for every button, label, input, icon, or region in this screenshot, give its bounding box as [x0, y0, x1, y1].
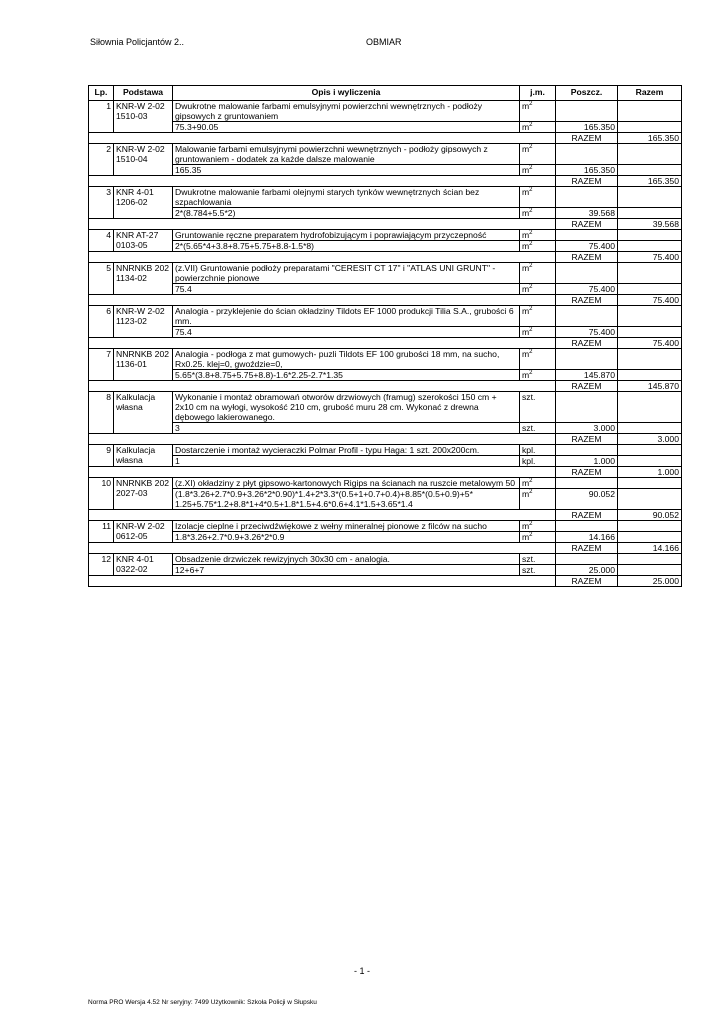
item-poszcz: 75.400 [556, 327, 618, 338]
razem-label: RAZEM [556, 295, 618, 306]
item-poszcz-empty [556, 478, 618, 489]
table-row [89, 521, 682, 532]
item-calc-jm [520, 241, 556, 252]
calc-row [89, 370, 682, 381]
item-razem: 25.000 [618, 576, 682, 587]
item-jm-text: m [522, 144, 530, 154]
razem-row [89, 381, 682, 392]
item-opis: (z.XI) okładziny z płyt gipsowo-kartonowych Rigips na ścianach na ruszcie metalowym 50 [173, 478, 520, 489]
item-razem: 14.166 [618, 543, 682, 554]
item-razem-empty [618, 144, 682, 165]
item-poszcz: 90.052 [556, 489, 618, 510]
calc-row [89, 423, 682, 434]
razem-blank [89, 338, 556, 349]
razem-label: RAZEM [556, 133, 618, 144]
razem-label: RAZEM [556, 543, 618, 554]
item-razem: 1.000 [618, 467, 682, 478]
item-opis: Analogia - przyklejenie do ścian okładziny Tildots EF 1000 produkcji Tilia S.A., grubości 6 mm. [173, 306, 520, 327]
item-podstawa: KNR AT-27 0103-05 [114, 230, 173, 252]
item-jm-text: m [522, 101, 530, 111]
item-razem-empty [618, 187, 682, 208]
item-jm-text: m [522, 306, 530, 316]
table-row [89, 144, 682, 165]
item-razem-blank [618, 208, 682, 219]
item-jm-exponent: 2 [529, 101, 533, 108]
item-calc-jm-exponent: 2 [529, 284, 533, 291]
razem-row [89, 467, 682, 478]
item-poszcz-empty [556, 392, 618, 423]
item-jm [520, 144, 556, 165]
item-calc-jm [520, 208, 556, 219]
item-calc-jm-exponent: 2 [529, 241, 533, 248]
razem-label: RAZEM [556, 252, 618, 263]
item-calc-jm [520, 489, 556, 510]
item-jm-text: szt. [522, 392, 536, 402]
item-jm [520, 392, 556, 423]
item-calc-jm-text: szt. [522, 565, 536, 575]
item-wyliczenie: 12+6+7 [173, 565, 520, 576]
item-razem: 75.400 [618, 252, 682, 263]
razem-row [89, 543, 682, 554]
calc-row [89, 456, 682, 467]
item-lp: 9 [89, 445, 114, 467]
item-wyliczenie: 1.8*3.26+2.7*0.9+3.26*2*0.9 [173, 532, 520, 543]
item-calc-jm [520, 370, 556, 381]
item-calc-jm-text: m [522, 122, 530, 132]
item-calc-jm-exponent: 2 [529, 532, 533, 539]
item-poszcz-empty [556, 306, 618, 327]
table-row [89, 349, 682, 370]
item-opis: Izolacje cieplne i przeciwdźwiękowe z wełny mineralnej pionowe z filców na sucho [173, 521, 520, 532]
item-calc-jm-text: m [522, 370, 530, 380]
item-razem-blank [618, 565, 682, 576]
item-razem-empty [618, 230, 682, 241]
table-row [89, 187, 682, 208]
item-poszcz: 75.400 [556, 284, 618, 295]
item-razem-empty [618, 263, 682, 284]
item-calc-jm [520, 284, 556, 295]
item-calc-jm-text: m [522, 208, 530, 218]
item-lp: 12 [89, 554, 114, 576]
item-lp: 7 [89, 349, 114, 381]
item-calc-jm [520, 565, 556, 576]
item-razem: 90.052 [618, 510, 682, 521]
item-podstawa: KNR-W 2-02 0612-05 [114, 521, 173, 543]
item-opis: Dostarczenie i montaż wycieraczki Polmar Profil - typu Haga: 1 szt. 200x200cm. [173, 445, 520, 456]
item-calc-jm-text: m [522, 284, 530, 294]
item-lp: 6 [89, 306, 114, 338]
calc-row [89, 327, 682, 338]
item-razem-blank [618, 284, 682, 295]
item-jm [520, 187, 556, 208]
item-lp: 10 [89, 478, 114, 510]
razem-row [89, 176, 682, 187]
razem-row [89, 338, 682, 349]
item-razem-empty [618, 445, 682, 456]
item-razem: 75.400 [618, 338, 682, 349]
table-row [89, 263, 682, 284]
item-calc-jm-text: m [522, 241, 530, 251]
item-jm-text: m [522, 349, 530, 359]
razem-label: RAZEM [556, 381, 618, 392]
razem-blank [89, 381, 556, 392]
item-calc-jm-exponent: 2 [529, 165, 533, 172]
measurement-table [88, 85, 682, 587]
item-opis: Dwukrotne malowanie farbami emulsyjnymi powierzchni wewnętrznych - podłoży gipsowych z gruntowaniem [173, 101, 520, 122]
item-razem-empty [618, 306, 682, 327]
item-calc-jm-text: szt. [522, 423, 536, 433]
item-poszcz-empty [556, 101, 618, 122]
item-razem: 145.870 [618, 381, 682, 392]
item-jm-text: m [522, 263, 530, 273]
item-poszcz: 25.000 [556, 565, 618, 576]
item-calc-jm [520, 456, 556, 467]
table-row [89, 101, 682, 122]
table-row [89, 306, 682, 327]
item-calc-jm-text: m [522, 489, 530, 499]
item-calc-jm [520, 165, 556, 176]
footer-text: Norma PRO Wersja 4.52 Nr seryjny: 7499 Użytkownik: Szkoła Policji w Słupsku [88, 999, 317, 1006]
item-podstawa: Kalkulacja własna [114, 445, 173, 467]
razem-blank [89, 543, 556, 554]
item-lp: 11 [89, 521, 114, 543]
item-podstawa: NNRNKB 202 1134-02 [114, 263, 173, 295]
razem-label: RAZEM [556, 176, 618, 187]
item-jm-exponent: 2 [529, 230, 533, 237]
item-podstawa: KNR 4-01 0322-02 [114, 554, 173, 576]
item-razem-blank [618, 532, 682, 543]
razem-row [89, 252, 682, 263]
item-jm [520, 349, 556, 370]
item-poszcz-empty [556, 349, 618, 370]
item-razem-empty [618, 554, 682, 565]
col-header-lp: Lp. [89, 86, 114, 101]
calc-row [89, 489, 682, 510]
item-wyliczenie: 75.4 [173, 284, 520, 295]
table-header-row [89, 86, 682, 101]
item-poszcz: 165.350 [556, 165, 618, 176]
item-jm-exponent: 2 [529, 478, 533, 485]
col-header-opis: Opis i wyliczenia [173, 86, 520, 101]
item-lp: 2 [89, 144, 114, 176]
item-razem-blank [618, 489, 682, 510]
item-poszcz-empty [556, 521, 618, 532]
item-calc-jm-text: m [522, 165, 530, 175]
item-poszcz: 39.568 [556, 208, 618, 219]
item-calc-jm [520, 327, 556, 338]
razem-blank [89, 576, 556, 587]
razem-blank [89, 176, 556, 187]
item-wyliczenie: 165.35 [173, 165, 520, 176]
item-wyliczenie: 75.4 [173, 327, 520, 338]
razem-row [89, 133, 682, 144]
item-wyliczenie: 5.65*(3.8+8.75+5.75+8.8)-1.6*2.25-2.7*1.35 [173, 370, 520, 381]
item-poszcz: 14.166 [556, 532, 618, 543]
item-lp: 1 [89, 101, 114, 133]
table-row [89, 230, 682, 241]
razem-row [89, 434, 682, 445]
razem-blank [89, 133, 556, 144]
table-row [89, 554, 682, 565]
item-calc-jm-text: m [522, 327, 530, 337]
item-wyliczenie: 3 [173, 423, 520, 434]
item-jm-text: kpl. [522, 445, 536, 455]
item-lp: 3 [89, 187, 114, 219]
item-razem-empty [618, 521, 682, 532]
item-razem-blank [618, 370, 682, 381]
item-razem-blank [618, 327, 682, 338]
calc-row [89, 284, 682, 295]
item-jm [520, 445, 556, 456]
item-razem-empty [618, 101, 682, 122]
item-opis: Dwukrotne malowanie farbami olejnymi starych tynków wewnętrznych ścian bez szpachlowania [173, 187, 520, 208]
razem-blank [89, 510, 556, 521]
item-jm [520, 263, 556, 284]
item-calc-jm-exponent: 2 [529, 327, 533, 334]
item-razem-blank [618, 423, 682, 434]
razem-row [89, 576, 682, 587]
table-row [89, 445, 682, 456]
table-row [89, 478, 682, 489]
item-opis: Gruntowanie ręczne preparatem hydrofobizującym i poprawiającym przyczepność [173, 230, 520, 241]
item-jm-text: m [522, 187, 530, 197]
item-razem-blank [618, 456, 682, 467]
item-jm [520, 101, 556, 122]
razem-row [89, 510, 682, 521]
item-podstawa: KNR-W 2-02 1123-02 [114, 306, 173, 338]
item-opis: Obsadzenie drzwiczek rewizyjnych 30x30 cm - analogia. [173, 554, 520, 565]
item-poszcz: 3.000 [556, 423, 618, 434]
item-opis: Malowanie farbami emulsyjnymi powierzchni wewnętrznych - podłoży gipsowych z gruntowaniem - dodatek za każde dalsze malowanie [173, 144, 520, 165]
razem-row [89, 295, 682, 306]
item-podstawa: Kalkulacja własna [114, 392, 173, 434]
razem-label: RAZEM [556, 219, 618, 230]
item-jm-exponent: 2 [529, 187, 533, 194]
item-calc-jm [520, 423, 556, 434]
item-wyliczenie: 75.3+90.05 [173, 122, 520, 133]
item-calc-jm-exponent: 2 [529, 489, 533, 496]
item-podstawa: KNR-W 2-02 1510-03 [114, 101, 173, 133]
item-poszcz-empty [556, 263, 618, 284]
razem-label: RAZEM [556, 576, 618, 587]
item-podstawa: NNRNKB 202 2027-03 [114, 478, 173, 510]
item-wyliczenie: (1.8*3.26+2.7*0.9+3.26*2*0.90)*1.4+2*3.3*(0.5+1+0.7+0.4)+8.85*(0.5+0.9)+5* 1.25+5.75*1.2+8.8*1+4*0.5+1.8*1.5+4.6*0.6+4.1*1.5+3.65*1.4 [173, 489, 520, 510]
razem-row [89, 219, 682, 230]
item-jm-exponent: 2 [529, 306, 533, 313]
item-razem: 39.568 [618, 219, 682, 230]
item-calc-jm-exponent: 2 [529, 208, 533, 215]
item-razem: 165.350 [618, 176, 682, 187]
col-header-razem: Razem [618, 86, 682, 101]
item-jm [520, 306, 556, 327]
razem-label: RAZEM [556, 510, 618, 521]
item-jm-exponent: 2 [529, 521, 533, 528]
item-razem-blank [618, 122, 682, 133]
item-razem-blank [618, 165, 682, 176]
item-jm-exponent: 2 [529, 349, 533, 356]
col-header-poszcz: Poszcz. [556, 86, 618, 101]
item-poszcz-empty [556, 554, 618, 565]
table-row [89, 392, 682, 423]
razem-label: RAZEM [556, 467, 618, 478]
page-number: - 1 - [353, 966, 370, 976]
col-header-jm: j.m. [520, 86, 556, 101]
item-razem-empty [618, 349, 682, 370]
item-calc-jm-text: kpl. [522, 456, 536, 466]
item-opis: Wykonanie i montaż obramowań otworów drzwiowych (framug) szerokości 150 cm + 2x10 cm na wyłogi, wysokość 210 cm, grubość muru 28 cm. Wykonać z drewna dębowego lakierowanego. [173, 392, 520, 423]
item-razem: 75.400 [618, 295, 682, 306]
item-calc-jm-exponent: 2 [529, 122, 533, 129]
razem-blank [89, 219, 556, 230]
item-poszcz: 75.400 [556, 241, 618, 252]
item-wyliczenie: 2*(8.784+5.5*2) [173, 208, 520, 219]
item-jm [520, 478, 556, 489]
item-jm-exponent: 2 [529, 144, 533, 151]
item-podstawa: KNR-W 2-02 1510-04 [114, 144, 173, 176]
item-jm [520, 230, 556, 241]
razem-label: RAZEM [556, 434, 618, 445]
item-opis: (z.VII) Gruntowanie podłoży preparatami "CERESIT CT 17" i "ATLAS UNI GRUNT" - powierzchnie pionowe [173, 263, 520, 284]
item-calc-jm-exponent: 2 [529, 370, 533, 377]
item-wyliczenie: 2*(5.65*4+3.8+8.75+5.75+8.8-1.5*8) [173, 241, 520, 252]
calc-row [89, 241, 682, 252]
calc-row [89, 565, 682, 576]
item-jm-text: m [522, 478, 530, 488]
calc-row [89, 165, 682, 176]
item-lp: 8 [89, 392, 114, 434]
item-opis: Analogia - podłoga z mat gumowych- puzli Tildots EF 100 grubości 18 mm, na sucho, Rx0.25. klej=0, gwoździe=0, [173, 349, 520, 370]
document-subject: Siłownia Policjantów 2.. [90, 37, 185, 47]
item-jm-exponent: 2 [529, 263, 533, 270]
item-razem-empty [618, 392, 682, 423]
item-wyliczenie: 1 [173, 456, 520, 467]
calc-row [89, 532, 682, 543]
document-title: OBMIAR [366, 37, 402, 47]
calc-row [89, 208, 682, 219]
table-body [89, 101, 682, 587]
razem-label: RAZEM [556, 338, 618, 349]
item-poszcz-empty [556, 445, 618, 456]
item-razem-empty [618, 478, 682, 489]
item-razem-blank [618, 241, 682, 252]
item-jm [520, 521, 556, 532]
item-lp: 5 [89, 263, 114, 295]
item-jm-text: m [522, 521, 530, 531]
col-header-podstawa: Podstawa [114, 86, 173, 101]
item-poszcz-empty [556, 144, 618, 165]
razem-blank [89, 295, 556, 306]
item-razem: 3.000 [618, 434, 682, 445]
razem-blank [89, 467, 556, 478]
item-poszcz-empty [556, 187, 618, 208]
item-poszcz: 145.870 [556, 370, 618, 381]
item-podstawa: KNR 4-01 1206-02 [114, 187, 173, 219]
item-jm-text: m [522, 230, 530, 240]
item-calc-jm [520, 532, 556, 543]
razem-blank [89, 434, 556, 445]
item-jm-text: szt. [522, 554, 536, 564]
item-calc-jm-text: m [522, 532, 530, 542]
item-calc-jm [520, 122, 556, 133]
item-podstawa: NNRNKB 202 1136-01 [114, 349, 173, 381]
item-lp: 4 [89, 230, 114, 252]
item-razem: 165.350 [618, 133, 682, 144]
item-poszcz: 165.350 [556, 122, 618, 133]
calc-row [89, 122, 682, 133]
item-poszcz-empty [556, 230, 618, 241]
razem-blank [89, 252, 556, 263]
item-poszcz: 1.000 [556, 456, 618, 467]
item-jm [520, 554, 556, 565]
